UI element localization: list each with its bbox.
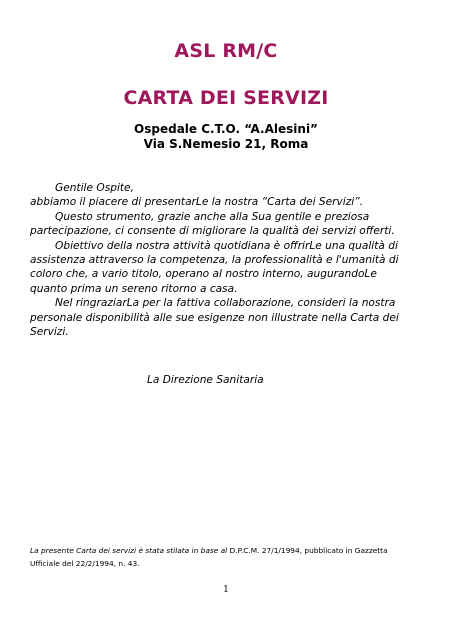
letter-line: partecipazione, ci consente di migliorare la qualità dei servizi offerti. [30, 225, 395, 238]
letter-signature: La Direzione Sanitaria [147, 374, 264, 386]
page-number: 1 [223, 585, 229, 595]
welcome-letter [30, 181, 430, 339]
letter-line: assistenza attraverso la competenza, la professionalità e l'umanità di [30, 254, 399, 267]
document-title: ASL RM/C [174, 40, 278, 62]
letter-line: coloro che, a vario titolo, operano al nostro interno, augurandoLe [30, 268, 377, 281]
letter-line: Questo strumento, grazie anche alla Sua gentile e preziosa [55, 210, 370, 223]
letter-line: abbiamo il piacere di presentarLe la nostra “Carta dei Servizi”. [30, 196, 364, 209]
letter-line: Gentile Ospite, [55, 182, 134, 194]
footnote-italic: La presente Carta dei servizi è stata stilata in base al [30, 546, 228, 555]
document-subtitle: CARTA DEI SERVIZI [123, 87, 329, 109]
letter-line: Servizi. [30, 326, 69, 339]
letter-line: Nel ringraziarLa per la fattiva collaborazione, consideri la nostra [55, 297, 396, 310]
letter-line: quanto prima un sereno ritorno a casa. [30, 282, 238, 295]
letter-line: personale disponibilità alle sue esigenze non illustrate nella Carta dei [30, 311, 399, 324]
footnote [30, 544, 430, 570]
letter-line: Obiettivo della nostra attività quotidiana è offrirLe una qualità di [55, 239, 398, 252]
hospital-address: Via S.Nemesio 21, Roma [143, 137, 309, 151]
footnote-normal-2: Ufficiale del 22/2/1994, n. 43. [30, 559, 140, 568]
hospital-name: Ospedale C.T.O. “A.Alesini” [134, 122, 318, 136]
footnote-normal: D.P.C.M. 27/1/1994, pubblicato in Gazzetta [227, 546, 388, 555]
